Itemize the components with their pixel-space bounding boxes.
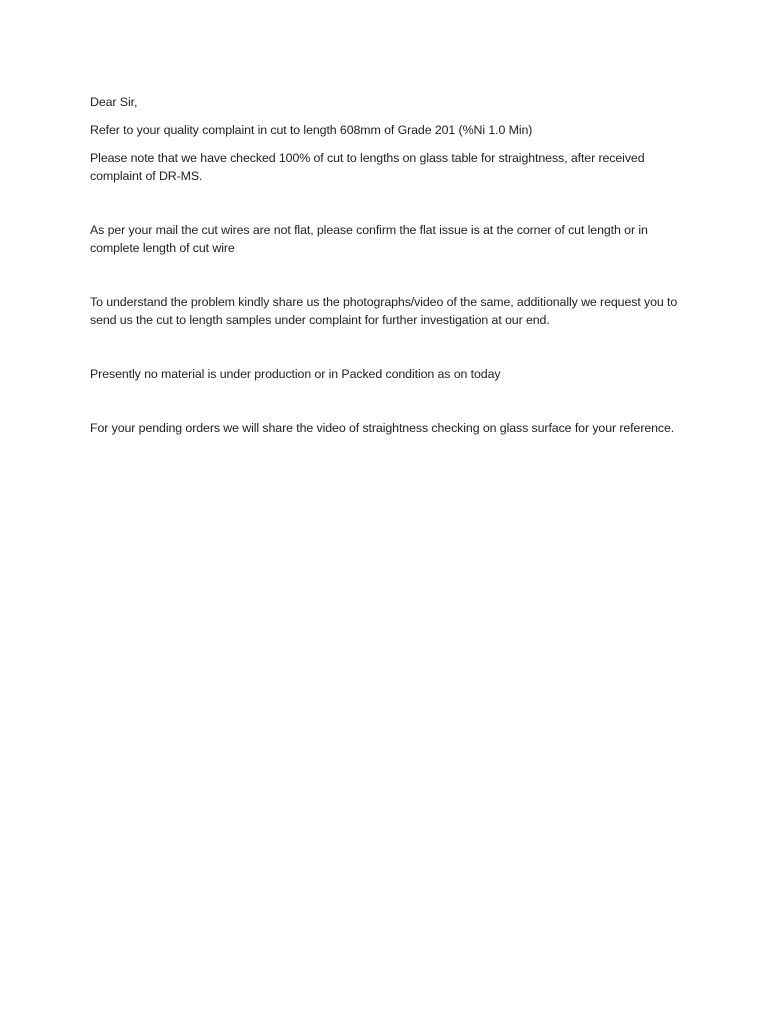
paragraph-straightness-check: Please note that we have checked 100% of cut to lengths on glass table for straightness, after received complaint of DR-MS.	[90, 151, 645, 183]
paragraph-complaint-reference: Refer to your quality complaint in cut to length 608mm of Grade 201 (%Ni 1.0 Min)	[90, 123, 533, 137]
paragraph-production-status: Presently no material is under production or in Packed condition as on today	[90, 367, 501, 381]
letter-body	[90, 93, 682, 437]
paragraph-sample-request: To understand the problem kindly share us the photographs/video of the same, additionally we request you to send us the cut to length samples under complaint for further investigation at our end.	[90, 295, 678, 327]
paragraph-pending-orders: For your pending orders we will share the video of straightness checking on glass surface for your reference.	[90, 421, 675, 435]
paragraph-flat-issue-query: As per your mail the cut wires are not flat, please confirm the flat issue is at the corner of cut length or in complete length of cut wire	[90, 223, 648, 255]
letter-greeting: Dear Sir,	[90, 95, 138, 109]
